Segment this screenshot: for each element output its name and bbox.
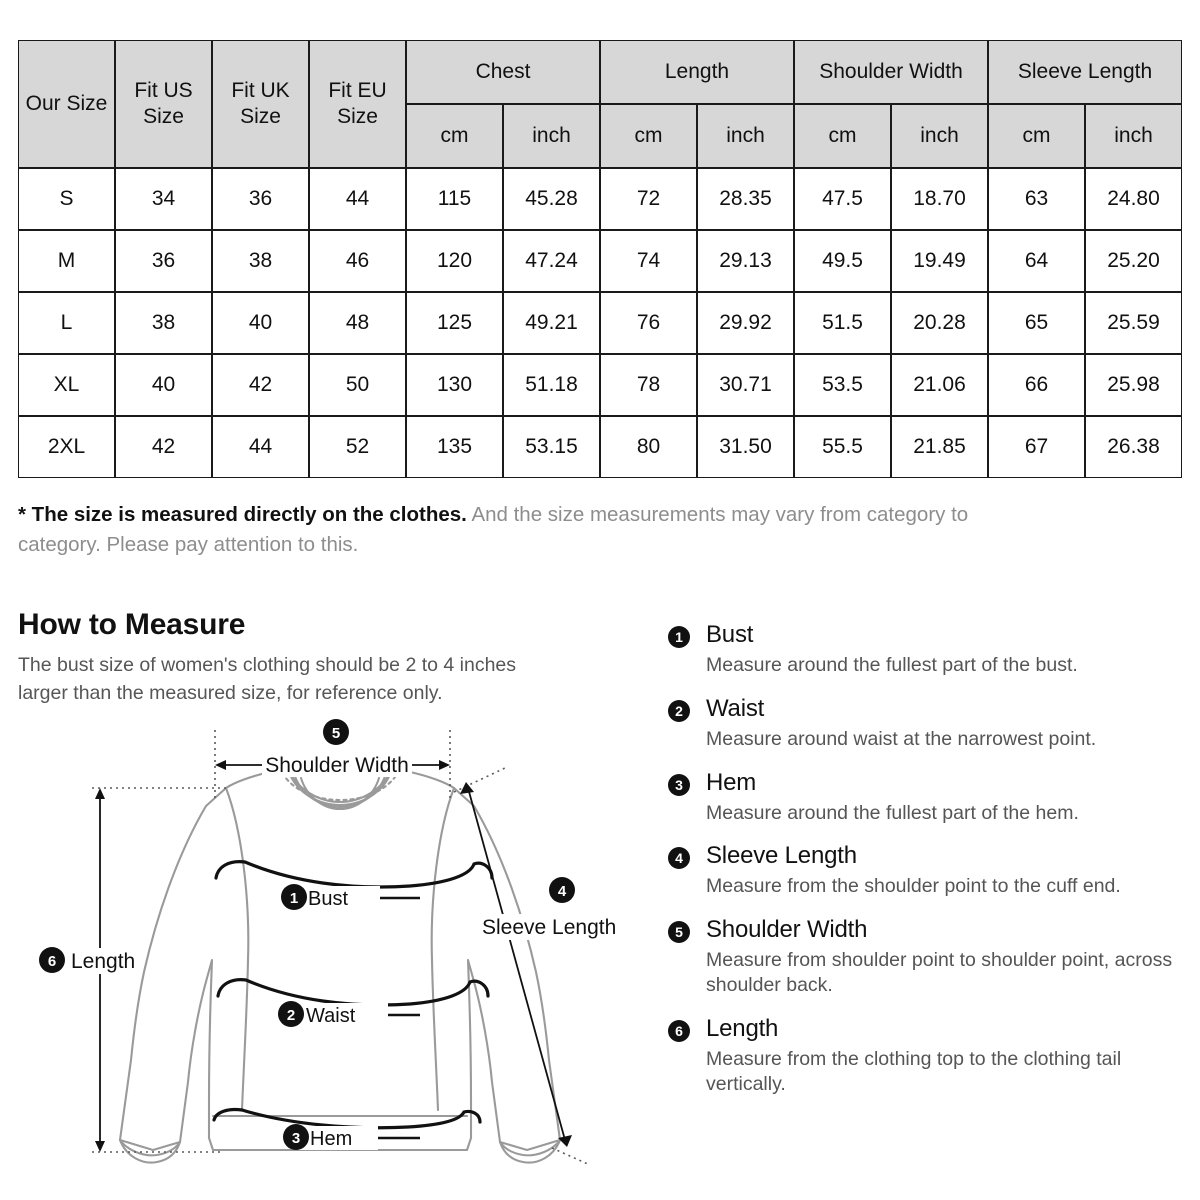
measurement-cell: 49.21 [503,292,600,354]
hem-badge-number: 3 [291,1130,301,1147]
measurement-cell: 18.70 [891,168,988,230]
legend-badge-4: 4 [668,847,690,869]
header-fit-uk-size: Fit UK Size [212,40,309,168]
measurement-cell: 130 [406,354,503,416]
legend-term: Sleeve Length [706,842,857,870]
measurement-cell: 30.71 [697,354,794,416]
length-diagram-label: Length [71,950,136,973]
legend-item-shoulder-width [668,917,1188,998]
header-sleeve-length-inch: inch [1085,104,1182,168]
legend-term: Bust [706,621,754,648]
measurement-cell: 48 [309,292,406,354]
legend-item-waist [668,696,1188,752]
length-dimension [39,788,226,1152]
measurement-cell: 80 [600,416,697,478]
size-cell: S [18,168,115,230]
size-cell: XL [18,354,115,416]
measurement-cell: 72 [600,168,697,230]
measurement-cell: 24.80 [1085,168,1182,230]
measurement-instructions-list [668,622,1188,1097]
measurement-cell: 63 [988,168,1085,230]
sleeve-length-diagram-label: Sleeve Length [482,916,617,939]
measurement-cell: 31.50 [697,416,794,478]
size-cell: L [18,292,115,354]
table-row [18,168,1182,230]
header-shoulder-width-cm: cm [794,104,891,168]
legend-item-hem [668,770,1188,826]
garment-diagram-svg [30,710,650,1190]
legend-description: Measure around the fullest part of the bust. [706,653,1078,676]
measurement-cell: 65 [988,292,1085,354]
header-length-inch: inch [697,104,794,168]
measurement-cell: 36 [212,168,309,230]
measurement-cell: 50 [309,354,406,416]
legend-badge-5: 5 [668,921,690,943]
measurement-cell: 51.5 [794,292,891,354]
size-cell: M [18,230,115,292]
bust-band [216,862,492,887]
measurement-cell: 52 [309,416,406,478]
header-chest: Chest [406,40,600,104]
measurement-cell: 44 [309,168,406,230]
measurement-cell: 25.20 [1085,230,1182,292]
header-shoulder-width-inch: inch [891,104,988,168]
measurement-cell: 26.38 [1085,416,1182,478]
measurement-cell: 125 [406,292,503,354]
table-row [18,416,1182,478]
sleeve-bottom-extension [552,1148,590,1165]
footnote-rest-text: And the size measurements may vary from category to category. Please pay attention to this. [18,503,969,556]
header-shoulder-width: Shoulder Width [794,40,988,104]
measurement-cell: 25.59 [1085,292,1182,354]
measurement-cell: 40 [115,354,212,416]
measurement-cell: 38 [212,230,309,292]
table-header-row-groups [18,40,1182,104]
left-shoulder-seam [226,788,248,1110]
shoulder-width-badge-number: 5 [331,725,341,742]
sleeve-length-dimension [454,768,650,1165]
garment-measurement-diagram [30,710,650,1190]
measurement-cell: 21.85 [891,416,988,478]
legend-badge-2: 2 [668,700,690,722]
legend-description: Measure from the shoulder point to the cuff end. [706,875,1121,898]
measurement-cell: 78 [600,354,697,416]
measurement-cell: 40 [212,292,309,354]
measurement-cell: 38 [115,292,212,354]
footnote-bold-text: * The size is measured directly on the clothes. [18,503,467,526]
hem-diagram-label: Hem [310,1128,353,1150]
sweatshirt-outline [120,760,560,1163]
measurement-cell: 47.5 [794,168,891,230]
legend-item-bust [668,622,1188,678]
measurement-cell: 115 [406,168,503,230]
table-row [18,230,1182,292]
bust-badge-number: 1 [289,890,299,907]
measurement-cell: 49.5 [794,230,891,292]
legend-description: Measure around waist at the narrowest point. [706,727,1097,750]
size-table-body [18,168,1182,478]
length-arrow-bottom-head [95,1141,105,1152]
measurement-cell: 42 [115,416,212,478]
header-fit-eu-size: Fit EU Size [309,40,406,168]
how-to-measure-title: How to Measure [18,608,246,641]
legend-badge-3: 3 [668,774,690,796]
legend-badge-1: 1 [668,626,690,648]
header-sleeve-length: Sleeve Length [988,40,1182,104]
legend-item-length [668,1016,1188,1097]
length-badge-number: 6 [47,953,57,970]
header-sleeve-length-cm: cm [988,104,1085,168]
header-fit-us-size: Fit US Size [115,40,212,168]
measurement-cell: 42 [212,354,309,416]
shoulder-width-diagram-label: Shoulder Width [265,754,409,777]
legend-term: Hem [706,768,757,796]
header-our-size: Our Size [18,40,115,168]
waist-band [218,980,488,1005]
measurement-cell: 36 [115,230,212,292]
size-measure-footnote [18,500,978,559]
legend-term: Length [706,1015,779,1043]
measurement-cell: 21.06 [891,354,988,416]
sleeve-length-badge-number: 4 [557,883,567,900]
size-table-container [18,40,1182,478]
size-table-head [18,40,1182,168]
measurement-cell: 25.98 [1085,354,1182,416]
measurement-cell: 74 [600,230,697,292]
measurement-cell: 34 [115,168,212,230]
measurement-cell: 76 [600,292,697,354]
measurement-cell: 67 [988,416,1085,478]
measurement-cell: 120 [406,230,503,292]
measurement-cell: 45.28 [503,168,600,230]
legend-description: Measure from shoulder point to shoulder point, across shoulder back. [706,949,1173,997]
legend-term: Shoulder Width [706,916,868,944]
measurement-cell: 47.24 [503,230,600,292]
measurement-cell: 55.5 [794,416,891,478]
bust-diagram-label: Bust [308,888,349,910]
shoulder-width-dimension [215,719,450,802]
size-table [18,40,1182,478]
header-length: Length [600,40,794,104]
shoulder-arrow-left-head [215,760,226,770]
hem-band [214,1109,480,1127]
table-row [18,292,1182,354]
measurement-cell: 66 [988,354,1085,416]
measurement-cell: 20.28 [891,292,988,354]
header-chest-cm: cm [406,104,503,168]
sleeve-top-extension [454,768,505,792]
measurement-cell: 46 [309,230,406,292]
length-arrow-top-head [95,788,105,799]
legend-item-sleeve-length [668,843,1188,899]
measurement-cell: 53.5 [794,354,891,416]
waist-badge-number: 2 [286,1007,296,1024]
measurement-cell: 19.49 [891,230,988,292]
waist-diagram-label: Waist [306,1005,356,1027]
legend-term: Waist [706,694,765,722]
measurement-cell: 64 [988,230,1085,292]
measurement-cell: 28.35 [697,168,794,230]
shoulder-arrow-right-head [439,760,450,770]
header-chest-inch: inch [503,104,600,168]
table-row [18,354,1182,416]
measurement-cell: 53.15 [503,416,600,478]
measurement-cell: 44 [212,416,309,478]
measurement-cell: 29.13 [697,230,794,292]
legend-badge-6: 6 [668,1020,690,1042]
legend-description: Measure from the clothing top to the clothing tail vertically. [706,1047,1122,1095]
header-length-cm: cm [600,104,697,168]
legend-description: Measure around the fullest part of the hem. [706,801,1079,824]
right-shoulder-seam [432,788,454,1110]
sleeve-arrow-line [468,788,565,1140]
measurement-cell: 29.92 [697,292,794,354]
measurement-cell: 51.18 [503,354,600,416]
measurement-cell: 135 [406,416,503,478]
size-cell: 2XL [18,416,115,478]
how-to-measure-subtitle: The bust size of women's clothing should be 2 to 4 inches larger than the measured size, for reference only. [18,654,517,704]
